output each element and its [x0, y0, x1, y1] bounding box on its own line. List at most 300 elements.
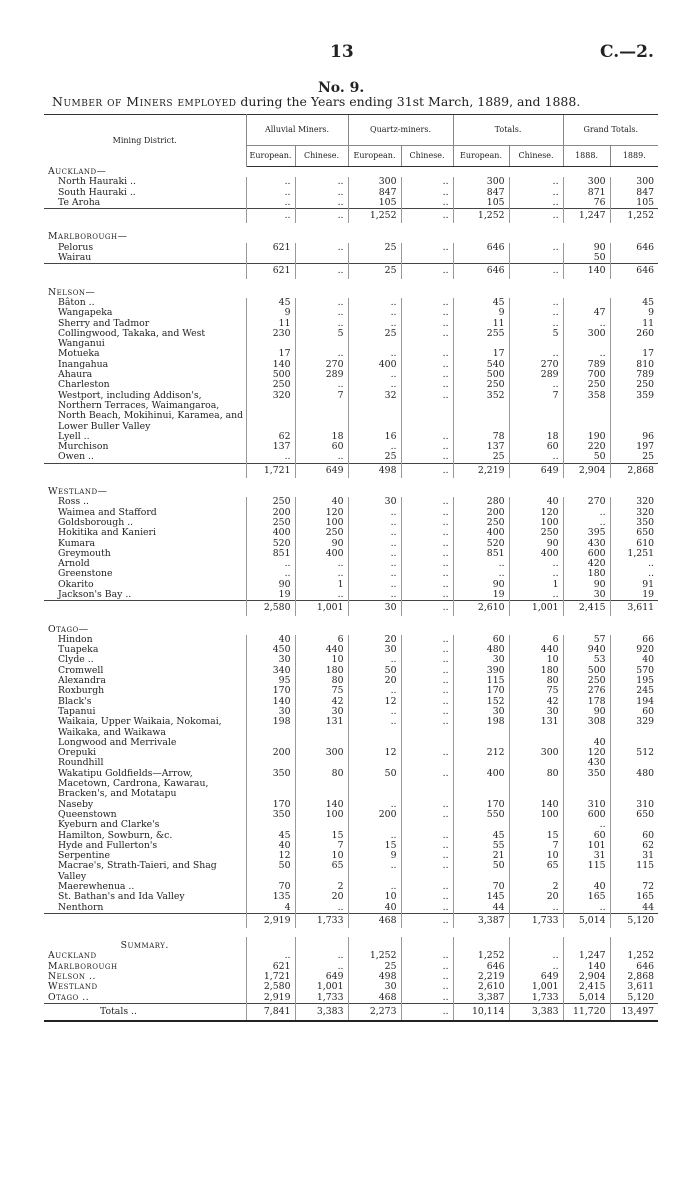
value-cell: 2,580	[246, 601, 295, 616]
value-cell: ..	[401, 298, 453, 308]
value-cell: ..	[401, 432, 453, 442]
value-cell: 1	[509, 580, 563, 590]
value-cell: 7,841	[246, 1003, 295, 1021]
table-row	[44, 738, 658, 748]
value-cell: ..	[348, 569, 401, 579]
value-cell: 600	[563, 549, 610, 559]
value-cell: ..	[401, 697, 453, 707]
value-cell: ..	[401, 539, 453, 549]
table-row	[44, 539, 658, 549]
subtotal-row	[44, 913, 658, 928]
value-cell: 1,721	[246, 463, 295, 478]
value-cell: 500	[453, 370, 509, 380]
value-cell: 45	[246, 298, 295, 308]
row-label: Totals ..	[44, 1003, 246, 1021]
value-cell: ..	[295, 198, 348, 209]
value-cell	[246, 253, 295, 264]
value-cell: ..	[401, 993, 453, 1004]
value-cell: 45	[453, 831, 509, 841]
row-label: Pelorus	[58, 241, 94, 253]
value-cell: ..	[295, 349, 348, 359]
value-cell: ..	[401, 982, 453, 992]
value-cell: 1,252	[453, 209, 509, 224]
spacer-cell	[44, 928, 658, 937]
value-cell: 1,251	[610, 549, 658, 559]
table-title-caps: Number of Miners employed	[52, 94, 237, 109]
value-cell: 320	[610, 508, 658, 518]
value-cell: 65	[295, 861, 348, 882]
table-row	[44, 198, 658, 209]
row-label	[44, 601, 246, 616]
value-cell: 62	[246, 432, 295, 442]
value-cell: ..	[295, 590, 348, 601]
value-cell: 250	[453, 518, 509, 528]
value-cell: 198	[453, 717, 509, 738]
value-cell: 12	[348, 748, 401, 758]
value-cell: 96	[610, 432, 658, 442]
value-cell: 400	[509, 549, 563, 559]
spacer-cell	[44, 279, 658, 288]
value-cell: ..	[563, 349, 610, 359]
value-cell: 2,415	[563, 982, 610, 992]
value-cell: 649	[295, 972, 348, 982]
value-cell: 512	[610, 748, 658, 758]
value-cell: 270	[509, 360, 563, 370]
value-cell: 920	[610, 645, 658, 655]
value-cell: 1,247	[563, 951, 610, 961]
value-cell: 250	[295, 528, 348, 538]
value-cell: 60	[610, 707, 658, 717]
value-cell: 320	[610, 497, 658, 507]
value-cell: 5	[295, 329, 348, 350]
table-row	[44, 253, 658, 264]
summary-row	[44, 993, 658, 1004]
value-cell: 25	[453, 452, 509, 463]
row-label	[44, 209, 246, 224]
value-cell: ..	[509, 569, 563, 579]
value-cell: 44	[453, 903, 509, 914]
value-cell: 44	[610, 903, 658, 914]
value-cell: 131	[509, 717, 563, 738]
value-cell: 3,611	[610, 601, 658, 616]
value-cell: 72	[610, 882, 658, 892]
value-cell: ..	[401, 601, 453, 616]
value-cell: ..	[348, 707, 401, 717]
value-cell: ..	[348, 508, 401, 518]
row-label: Otago ..	[48, 991, 90, 1003]
row-label: Arnold	[58, 558, 90, 570]
value-cell: ..	[348, 319, 401, 329]
value-cell: 45	[453, 298, 509, 308]
value-cell: ..	[348, 349, 401, 359]
value-cell: 1,252	[610, 209, 658, 224]
row-label: Cromwell	[58, 664, 104, 676]
value-cell: ..	[401, 717, 453, 738]
value-cell: 250	[453, 380, 509, 390]
header-totals: Totals.	[453, 115, 563, 146]
row-label: Kumara	[58, 537, 96, 549]
value-cell: 12	[246, 851, 295, 861]
value-cell: 80	[295, 676, 348, 686]
value-cell: 646	[610, 264, 658, 279]
value-cell: 20	[295, 892, 348, 902]
value-cell: 358	[563, 391, 610, 432]
value-cell: 5	[509, 329, 563, 350]
value-cell	[401, 820, 453, 830]
value-cell: 250	[246, 380, 295, 390]
value-cell: 9	[246, 308, 295, 318]
value-cell: 200	[246, 508, 295, 518]
value-cell: 1,252	[348, 209, 401, 224]
value-cell	[610, 253, 658, 264]
value-cell: 20	[348, 676, 401, 686]
value-cell: 3,387	[453, 913, 509, 928]
value-cell	[453, 820, 509, 830]
value-cell: ..	[401, 676, 453, 686]
value-cell: ..	[401, 463, 453, 478]
value-cell: ..	[509, 559, 563, 569]
value-cell: 847	[348, 188, 401, 198]
table-row	[44, 861, 658, 882]
value-cell: 140	[509, 800, 563, 810]
value-cell: 847	[610, 188, 658, 198]
value-cell: ..	[401, 349, 453, 359]
value-cell: 649	[295, 463, 348, 478]
table-row	[44, 748, 658, 758]
value-cell: 350	[246, 810, 295, 820]
value-cell: 260	[610, 329, 658, 350]
value-cell: ..	[348, 580, 401, 590]
value-cell: 152	[453, 697, 509, 707]
table-row	[44, 717, 658, 738]
value-cell: 50	[246, 861, 295, 882]
value-cell: 53	[563, 655, 610, 665]
row-label: Maerewhenua ..	[58, 881, 135, 892]
value-cell: ..	[401, 370, 453, 380]
row-label: Orepuki	[58, 747, 97, 759]
table-row	[44, 903, 658, 914]
value-cell: 3,611	[610, 982, 658, 992]
value-cell: 1,721	[246, 972, 295, 982]
value-cell: ..	[401, 951, 453, 961]
value-cell: 31	[563, 851, 610, 861]
value-cell: 847	[453, 188, 509, 198]
value-cell: 50	[563, 253, 610, 264]
value-cell: 75	[509, 686, 563, 696]
row-label: Waikaia, Upper Waikaia, Nokomai, Waikaka, and Waikawa	[58, 716, 222, 738]
value-cell: ..	[453, 569, 509, 579]
value-cell: ..	[509, 951, 563, 961]
value-cell: 468	[348, 913, 401, 928]
empty-cell	[509, 937, 563, 951]
value-cell: ..	[509, 209, 563, 224]
value-cell: 400	[295, 549, 348, 559]
value-cell: 30	[348, 497, 401, 507]
value-cell: 45	[610, 298, 658, 308]
value-cell: ..	[348, 717, 401, 738]
spacer-row	[44, 928, 658, 937]
value-cell: 700	[563, 370, 610, 380]
value-cell: 50	[348, 666, 401, 676]
value-cell: 180	[563, 569, 610, 579]
value-cell: 30	[246, 655, 295, 665]
value-cell: 395	[563, 528, 610, 538]
value-cell: ..	[401, 308, 453, 318]
value-cell: ..	[401, 962, 453, 972]
value-cell: 1,001	[295, 982, 348, 992]
value-cell: 3,383	[509, 1003, 563, 1021]
value-cell: 2,219	[453, 972, 509, 982]
row-label: Longwood and Merrivale	[58, 736, 177, 748]
value-cell: 170	[453, 800, 509, 810]
value-cell: 430	[563, 758, 610, 768]
row-label: Roxburgh	[58, 685, 105, 697]
value-cell: 1,252	[453, 951, 509, 961]
value-cell: 400	[246, 528, 295, 538]
value-cell: 50	[453, 861, 509, 882]
value-cell: 30	[348, 645, 401, 655]
value-cell: 5,120	[610, 993, 658, 1004]
value-cell: 649	[509, 463, 563, 478]
document-reference: C.—2.	[600, 42, 654, 62]
table-row	[44, 391, 658, 432]
value-cell: 308	[563, 717, 610, 738]
value-cell: 47	[563, 308, 610, 318]
value-cell: 105	[348, 198, 401, 209]
value-cell: 789	[610, 370, 658, 380]
value-cell: 66	[610, 635, 658, 645]
value-cell: 105	[610, 198, 658, 209]
table-row	[44, 800, 658, 810]
district-header-row	[44, 625, 658, 635]
value-cell: 57	[563, 635, 610, 645]
row-label: Naseby	[58, 798, 94, 810]
value-cell: ..	[348, 686, 401, 696]
value-cell: 400	[348, 360, 401, 370]
value-cell	[295, 253, 348, 264]
value-cell: 352	[453, 391, 509, 432]
value-cell: 2,904	[563, 972, 610, 982]
value-cell: 2,273	[348, 1003, 401, 1021]
value-cell: 10	[295, 851, 348, 861]
row-label: Okarito	[58, 578, 94, 590]
value-cell: ..	[348, 882, 401, 892]
value-cell: 30	[453, 707, 509, 717]
value-cell: 621	[246, 962, 295, 972]
value-cell: 13,497	[610, 1003, 658, 1021]
row-label: Roundhill	[58, 757, 104, 769]
value-cell: 120	[509, 508, 563, 518]
value-cell: ..	[295, 452, 348, 463]
value-cell: 7	[509, 391, 563, 432]
row-label: Wairau	[58, 252, 92, 264]
value-cell	[348, 253, 401, 264]
value-cell: ..	[401, 841, 453, 851]
district-name: Marlborough—	[48, 231, 128, 243]
value-cell: ..	[509, 298, 563, 308]
value-cell: 40	[348, 903, 401, 914]
spacer-cell	[44, 223, 658, 232]
row-label: Nenthorn	[58, 901, 104, 913]
value-cell: ..	[401, 528, 453, 538]
table-row	[44, 841, 658, 851]
value-cell: 19	[610, 590, 658, 601]
table-row	[44, 298, 658, 308]
value-cell: ..	[401, 549, 453, 559]
summary-row	[44, 982, 658, 992]
value-cell: ..	[401, 1003, 453, 1021]
value-cell: 789	[563, 360, 610, 370]
value-cell: 1,733	[295, 913, 348, 928]
value-cell: ..	[401, 748, 453, 758]
value-cell: 95	[246, 676, 295, 686]
value-cell: 90	[563, 707, 610, 717]
value-cell: ..	[401, 810, 453, 820]
value-cell: ..	[509, 590, 563, 601]
subheader-european: European.	[453, 146, 509, 167]
value-cell: ..	[295, 298, 348, 308]
table-row	[44, 892, 658, 902]
value-cell: 468	[348, 993, 401, 1004]
value-cell: 195	[610, 676, 658, 686]
value-cell: 310	[610, 800, 658, 810]
header-alluvial: Alluvial Miners.	[246, 115, 348, 146]
value-cell: ..	[295, 962, 348, 972]
value-cell: 1,733	[509, 913, 563, 928]
value-cell	[348, 820, 401, 830]
row-label	[44, 463, 246, 478]
value-cell: 646	[453, 243, 509, 253]
value-cell: 2,868	[610, 463, 658, 478]
value-cell: 40	[563, 882, 610, 892]
value-cell: 255	[453, 329, 509, 350]
value-cell: ..	[295, 243, 348, 253]
value-cell: 851	[453, 549, 509, 559]
value-cell: 250	[563, 676, 610, 686]
value-cell: 11	[610, 319, 658, 329]
value-cell: 2,868	[610, 972, 658, 982]
row-label: St. Bathan's and Ida Valley	[58, 891, 185, 903]
value-cell: ..	[348, 442, 401, 452]
value-cell: 30	[348, 982, 401, 992]
row-label: Kyeburn and Clarke's	[58, 819, 160, 831]
value-cell: 90	[295, 539, 348, 549]
spacer-row	[44, 279, 658, 288]
value-cell	[295, 820, 348, 830]
value-cell: 540	[453, 360, 509, 370]
value-cell: ..	[610, 569, 658, 579]
table-row	[44, 442, 658, 452]
value-cell: 480	[610, 769, 658, 800]
value-cell: ..	[401, 442, 453, 452]
value-cell: 25	[348, 264, 401, 279]
table-row	[44, 177, 658, 187]
value-cell: ..	[246, 177, 295, 187]
value-cell: 165	[610, 892, 658, 902]
value-cell: 21	[453, 851, 509, 861]
value-cell: 100	[509, 810, 563, 820]
value-cell: 646	[453, 962, 509, 972]
subtotal-row	[44, 264, 658, 279]
value-cell: ..	[401, 391, 453, 432]
value-cell: 200	[348, 810, 401, 820]
value-cell: ..	[348, 655, 401, 665]
value-cell: 430	[563, 539, 610, 549]
value-cell: 101	[563, 841, 610, 851]
table-row	[44, 508, 658, 518]
value-cell: ..	[401, 972, 453, 982]
value-cell: 17	[453, 349, 509, 359]
value-cell: 610	[610, 539, 658, 549]
value-cell: 40	[246, 841, 295, 851]
value-cell: 180	[509, 666, 563, 676]
subtotal-row	[44, 463, 658, 478]
value-cell: 40	[509, 497, 563, 507]
table-row	[44, 243, 658, 253]
value-cell: 45	[246, 831, 295, 841]
value-cell: 300	[509, 748, 563, 758]
value-cell: 30	[246, 707, 295, 717]
value-cell: ..	[401, 319, 453, 329]
value-cell: 55	[453, 841, 509, 851]
value-cell: 220	[563, 442, 610, 452]
value-cell: 10,114	[453, 1003, 509, 1021]
value-cell: 250	[246, 518, 295, 528]
value-cell: 16	[348, 432, 401, 442]
value-cell: ..	[401, 569, 453, 579]
table-row	[44, 590, 658, 601]
value-cell: ..	[246, 198, 295, 209]
value-cell: ..	[401, 686, 453, 696]
value-cell: 32	[348, 391, 401, 432]
value-cell: 19	[246, 590, 295, 601]
value-cell: 2,219	[453, 463, 509, 478]
value-cell: 17	[610, 349, 658, 359]
value-cell: 1,001	[509, 601, 563, 616]
value-cell: 10	[509, 655, 563, 665]
value-cell: ..	[348, 380, 401, 390]
value-cell: 2,904	[563, 463, 610, 478]
value-cell: 350	[563, 769, 610, 800]
value-cell: 350	[610, 518, 658, 528]
value-cell	[453, 253, 509, 264]
value-cell: 250	[610, 380, 658, 390]
value-cell: 197	[610, 442, 658, 452]
value-cell: 350	[246, 769, 295, 800]
value-cell: ..	[401, 851, 453, 861]
value-cell: 60	[610, 831, 658, 841]
value-cell: 2,919	[246, 913, 295, 928]
value-cell: ..	[246, 188, 295, 198]
value-cell: 40	[295, 497, 348, 507]
value-cell: 135	[246, 892, 295, 902]
empty-cell	[348, 937, 401, 951]
value-cell: 90	[246, 580, 295, 590]
value-cell: ..	[563, 319, 610, 329]
row-label: Greymouth	[58, 547, 111, 559]
row-label: South Hauraki ..	[58, 186, 136, 198]
row-label: Greenstone	[58, 568, 113, 580]
value-cell: 280	[453, 497, 509, 507]
value-cell: ..	[295, 951, 348, 961]
value-cell: 70	[453, 882, 509, 892]
value-cell: 140	[563, 962, 610, 972]
value-cell: 10	[348, 892, 401, 902]
table-row	[44, 569, 658, 579]
value-cell: 400	[453, 769, 509, 800]
value-cell: 18	[295, 432, 348, 442]
value-cell: 621	[246, 243, 295, 253]
